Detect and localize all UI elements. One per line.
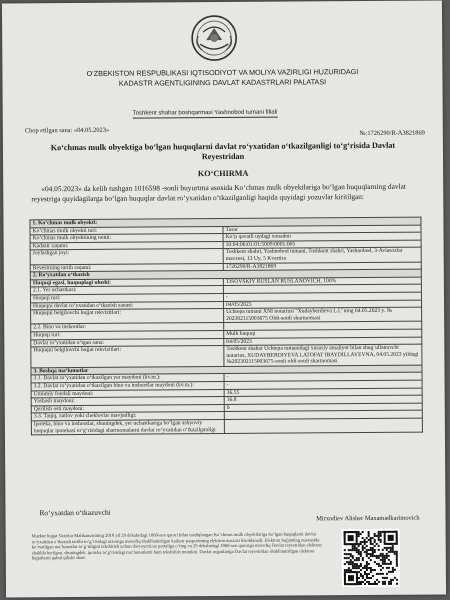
qr-code-icon xyxy=(342,529,400,587)
row-label: Huquqni davlat ro‘yxatidan o‘tkazish sanasi: xyxy=(31,301,224,310)
row-value: Toshkent shahar Uchtepa tumanidagi xususiy amaliyot bilan shug`ullanuvchi notarius, XUDAYBERDIYEVA LATOFAT IBAYDILLAYEVNA, 04.05.2023 yildagi №202302115003675-sonli oldi-sotdi shartnomasi xyxy=(224,344,422,366)
row-label: Qurilish osti maydoni: xyxy=(31,404,224,413)
section-heading: 2. Ro‘yxatdan o‘tkazish xyxy=(30,269,421,279)
row-value: TISOVSKIY RUSLAN RUSLANOVICH, 100% xyxy=(223,277,421,286)
row-label: Yashash maydoni: xyxy=(31,397,224,406)
header-office: Toshkent shahar boshqarmasi Yashnobod tumani filiali xyxy=(132,109,278,117)
row-value: Mulk huquqi xyxy=(224,329,422,338)
row-label: Ko‘chmas mulk obyekti turi: xyxy=(30,226,223,235)
section-heading: 1. Ko‘chmas mulk obyekti: xyxy=(30,217,421,227)
registrar-name: Mirxodiev Alisher Maxamadkarimovich xyxy=(316,514,420,523)
row-value: Toshkent shahri, Yashnobod tumani, Toshkent shahri, Yashnobod, 3-Aviasozlar mavzesi, 13 Uy, 5 Kvartira xyxy=(223,247,421,263)
document-title: Ko‘chmas mulk obyektiga bo‘lgan huquqlarni davlat ro‘yxatidan o‘tkazilganligi to‘g‘risida Davlat Reyestridan xyxy=(50,140,396,161)
row-value: - xyxy=(223,292,421,301)
row-label: 3.1. Davlat ro‘yxatidan o‘tkazilgan yer maydoni (kv.m.): xyxy=(31,374,224,383)
header-agency: KADASTR AGENTLIGINING DAVLAT KADASTRLARI PALATASI xyxy=(118,77,327,88)
row-label: Ipoteka, bino va inshootlar, shuningdek, yer uchastkasiga bo‘lgan ashyoviy huquqlar ipotekasi to‘g‘risidagi shartnomalarni davlat ro‘yxatidan o‘tkazilganligi xyxy=(31,420,224,436)
intro-paragraph: «04.05.2023» da kelib tushgan 1016598 -sonli buyurtma asosida Ko‘chmas mulk obyektlariga bo‘lgan huquqlarning davlat reyestriga quyidagilarga bo‘lgan huquqlar davlat ro‘yxatidan o‘tkazilganligi haqida quyidagi yozuvlar kiritilgan: xyxy=(31,181,406,204)
row-value: 04/05/2023 xyxy=(224,337,422,346)
row-label: Huquqi turi: xyxy=(30,293,223,302)
print-date: Chop etilgan sana: «04.05.2023» xyxy=(24,126,110,135)
footnote: Mazkur hujjat Vazirlar Mahkamasining 2018 yil 29 dekabrdagi 1060-son qarori bilan tasdiqlangan Ko‘chmas mulk obyektlariga bo‘lgan huquqlarni davlat ro‘yxatidan o‘tkazish tartibi to‘g‘risidagi nizomga muvofiq shakllantirilgan kadastr pasportining elektron nusxasi hisoblanadi. Elektron hujjatning nusxasida ko‘rsatilgan ma‘lumotlar to‘g‘riligini tekshirish uchun davroyetir.uz portaliga o‘ting va 29 dekabrdagi 1060-son qaroriga muvofiq Davlat reyestridan elektron shaklda berilgan, shuningdek, ipoteka to‘g‘risidagi ma‘lumotlarni ham tekshirish mumkin. Davlat organlariga Davlat reyestridan shakllantirilgan elektron hujjatlarni qabul qilishi shart. xyxy=(31,531,322,561)
document-page xyxy=(2,0,446,597)
row-label: Kadastr raqami: xyxy=(30,241,223,250)
state-emblem-icon xyxy=(190,14,238,62)
row-label: 3.2. Davlat ro‘yxatidan o‘tkazilgan bino va inshootlar maydoni (kv.m.): xyxy=(31,382,224,391)
register-number: №:1726290/R-A3821869 xyxy=(359,129,425,138)
row-value: 16.8 xyxy=(224,395,422,404)
row-value: Uchtepa tumani XNI notariusi "Xudayberdieva L.I."ning 04.05.2023 y. № 2023021150036̇75 Oldi-sotdi shartnomasi xyxy=(224,307,422,323)
row-label: Huquqni belgilovchi hujjat rekvizitlari: xyxy=(31,346,224,368)
row-label: 2.2. Bino va inshootlar: xyxy=(31,323,224,332)
row-label: Ko‘chmas mulk obyektining nomi: xyxy=(30,234,223,243)
row-value: Turar xyxy=(223,225,421,234)
row-value: 0 xyxy=(224,403,422,412)
row-label: Davlat ro‘yxatidan o‘tgan sana: xyxy=(31,338,224,347)
registrar-label: Ro‘yxatdan o‘tkazuvchi xyxy=(39,507,111,518)
row-value: - xyxy=(224,373,422,382)
row-label: Huquqi egasi, huquqdagi ulushi: xyxy=(30,278,223,287)
row-value: 04/05/2023 xyxy=(224,300,422,309)
section-heading: 3. Boshqa ma‘lumotlar xyxy=(31,365,422,375)
row-label: Umumiy foydali maydoni: xyxy=(31,389,224,398)
row-value: 1726290/R-A3821869 xyxy=(223,262,421,271)
table-row xyxy=(31,344,422,368)
table-row xyxy=(31,418,422,435)
row-label: Huquqi turi: xyxy=(31,330,224,339)
row-value: 10:04:06:01:01:5009:0001:005 xyxy=(223,240,421,249)
header-ministry: O‘ZBEKISTON RESPUBLIKASI IQTISODIYOT VA MOLIYA VAZIRLIGI HUZURIDAGI xyxy=(86,67,359,78)
row-label: Huquqni belgilovchi hujjat rekvizitlari: xyxy=(31,309,224,325)
row-value xyxy=(224,418,422,434)
row-label: 3.3. Taqiq, xatlov yoki cheklovlar mavjudligi: xyxy=(31,412,224,421)
register-table xyxy=(29,217,422,436)
row-value: 36.55 xyxy=(224,388,422,397)
row-label: 2.1. Yer uchastkasi: xyxy=(30,286,223,295)
row-value: Ko‘p qavatli uydagi xonadon xyxy=(223,232,421,241)
row-label: Reyestrning tartib raqami: xyxy=(30,263,223,272)
row-value: - xyxy=(224,380,422,389)
row-label: Joylashgan joyi: xyxy=(30,249,223,265)
document-title-extract: KO‘CHIRMA xyxy=(197,168,249,179)
